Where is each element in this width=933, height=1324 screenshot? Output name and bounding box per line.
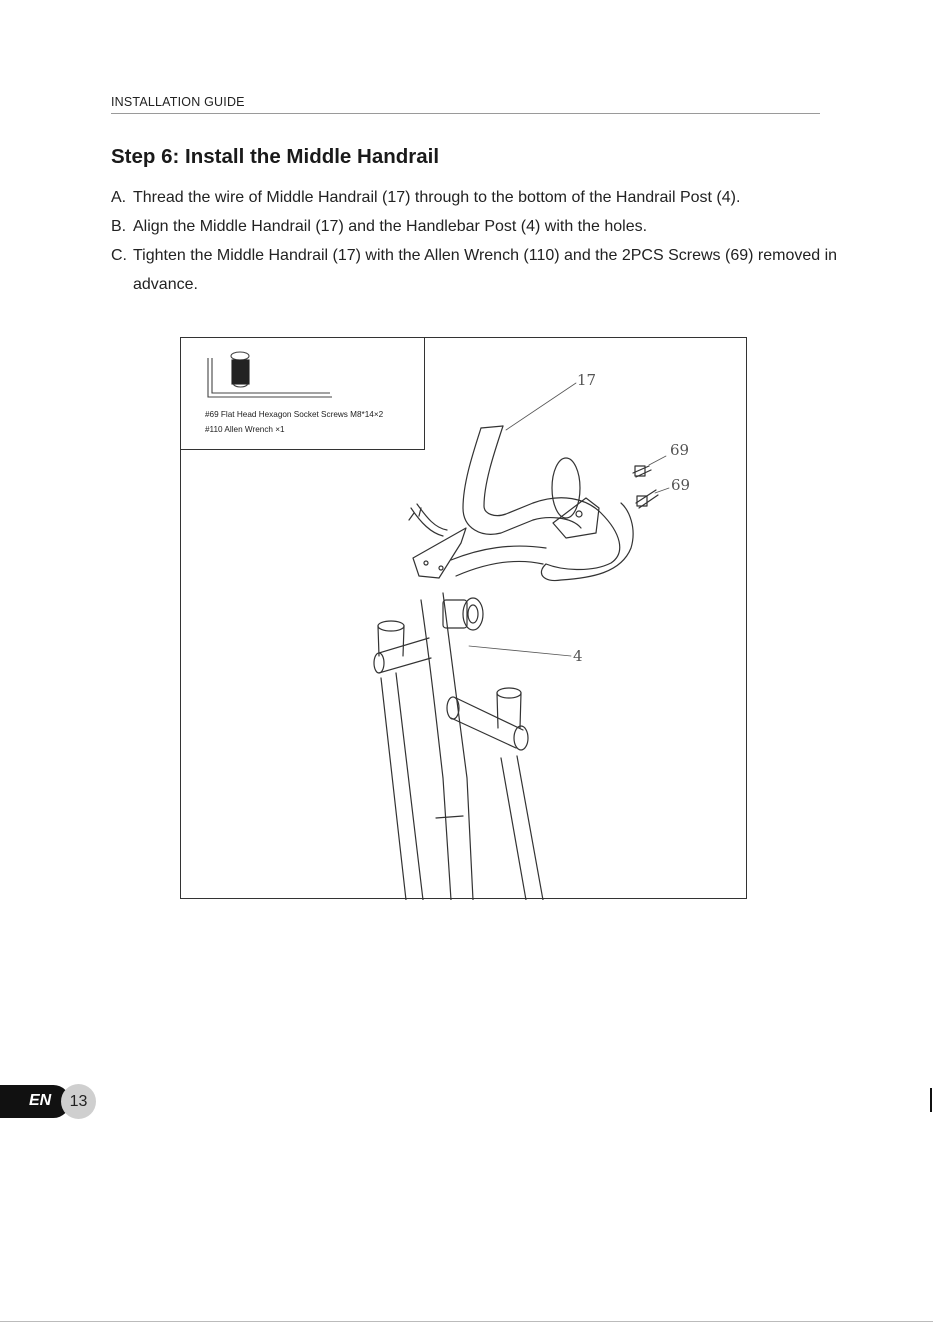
instruction-marker: A.	[111, 189, 127, 206]
instruction-item	[111, 183, 841, 212]
instruction-text: Align the Middle Handrail (17) and the Handlebar Post (4) with the holes.	[133, 218, 648, 235]
callout-17: 17	[577, 371, 597, 389]
mounting-ring	[552, 458, 580, 518]
instruction-text: Tighten the Middle Handrail (17) with the Allen Wrench (110) and the 2PCS Screws (69) removed in advance.	[133, 247, 838, 293]
leader-17	[506, 383, 576, 430]
part-allen-wrench: #110 Allen Wrench ×1	[205, 425, 285, 434]
callout-4: 4	[573, 647, 583, 665]
screw-lower-icon	[636, 490, 658, 508]
assembly-diagram	[180, 337, 747, 899]
handrail-post	[421, 593, 473, 900]
language-label: EN	[29, 1092, 52, 1109]
wires	[409, 504, 447, 536]
left-lower-tube	[381, 673, 423, 900]
header-divider	[111, 113, 820, 114]
leader-69-lower	[655, 488, 669, 493]
left-upright-cup	[378, 621, 404, 631]
leader-69-upper	[649, 456, 666, 465]
section-label: INSTALLATION GUIDE	[111, 95, 245, 109]
instruction-item	[111, 241, 841, 299]
instruction-item	[111, 212, 841, 241]
right-lower-tube	[501, 756, 543, 900]
step-title: Step 6: Install the Middle Handrail	[111, 145, 440, 168]
instruction-text: Thread the wire of Middle Handrail (17) through to the bottom of the Handrail Post (4).	[133, 189, 741, 206]
parts-list	[205, 407, 383, 437]
part-screws: #69 Flat Head Hexagon Socket Screws M8*14×2	[205, 410, 384, 419]
page-edge-mark	[930, 1088, 932, 1112]
right-upright-cup	[497, 688, 521, 698]
bottom-divider	[0, 1321, 933, 1322]
middle-handrail	[463, 428, 533, 534]
page-number: 13	[61, 1084, 96, 1119]
instruction-marker: B.	[111, 218, 127, 235]
callout-69-lower: 69	[671, 476, 691, 494]
instruction-marker: C.	[111, 247, 127, 264]
parts-inset	[180, 337, 425, 450]
screw-upper-icon	[633, 466, 651, 477]
leader-4	[469, 646, 571, 656]
callout-69-upper: 69	[670, 441, 690, 459]
instruction-list	[111, 183, 841, 299]
